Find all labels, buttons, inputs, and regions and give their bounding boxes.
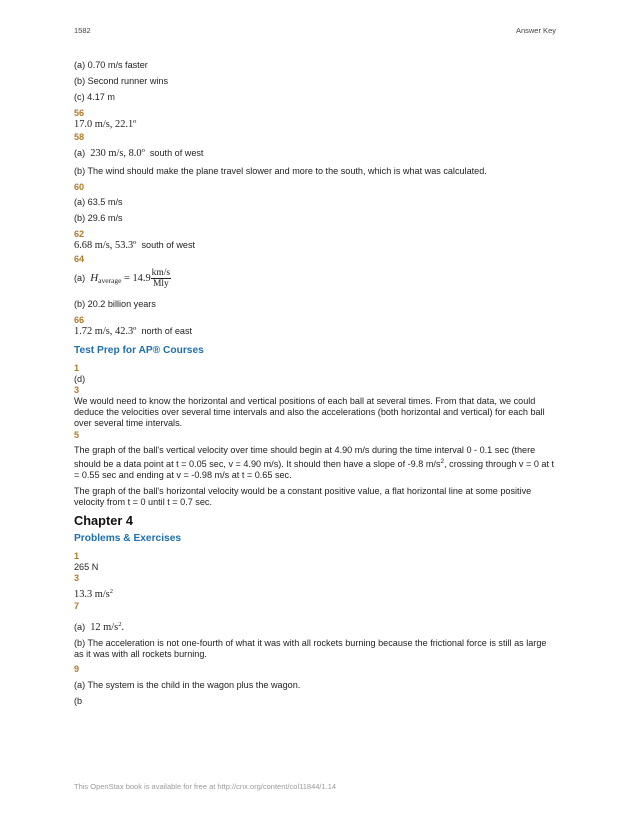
problem-number-64: 64 — [74, 254, 85, 264]
problem-number-56: 56 — [74, 108, 85, 118]
hubble-constant-symbol: H — [90, 271, 99, 284]
ch4-answer-1: 265 N — [74, 562, 99, 572]
problem-number-66: 66 — [74, 315, 85, 325]
units-numerator: km/s — [151, 268, 171, 278]
answer-64b: (b) 20.2 billion years — [74, 299, 156, 309]
answer-56-angle: 22.1º — [115, 119, 137, 130]
section-heading-ap-test-prep: Test Prep for AP® Courses — [74, 345, 204, 356]
ch4-answer-7a-period: . — [121, 622, 125, 633]
ch4-answer-7a-label: (a) — [74, 622, 86, 632]
answer-62-speed: 6.68 m/s — [74, 240, 110, 251]
ch4-problem-number-3: 3 — [74, 573, 80, 583]
ap-problem-number-1: 1 — [74, 363, 80, 373]
ch4-problem-number-9: 9 — [74, 664, 80, 674]
section-heading-problems-exercises: Problems & Exercises — [74, 533, 182, 544]
hubble-constant-value: = 14.9 — [124, 272, 151, 284]
answer-c-417: (c) 4.17 m — [74, 92, 115, 102]
ch4-answer-7b: (b) The acceleration is not one-fourth of what it was with all rockets burning because the frictional force is still as large as it was with all rockets burning. — [74, 638, 547, 659]
page-number: 1582 — [74, 26, 91, 35]
answer-62-angle: 53.3º — [115, 240, 137, 251]
answer-56: 17.0 m/s, 22.1º — [74, 119, 137, 130]
page-footer: This OpenStax book is available for free at http://cnx.org/content/col11844/1.14 — [74, 782, 337, 791]
answer-58a-label: (a) — [74, 148, 86, 158]
ap-answer-3: We would need to know the horizontal and vertical positions of each ball at several times. From that data, we could deduce the velocities over several time intervals and also the accelerations (both horizontal and vertical) for each ball over several time intervals. — [74, 396, 545, 428]
answer-60b: (b) 29.6 m/s — [74, 213, 123, 223]
ap-answer-5-horizontal-velocity: The graph of the ball's horizontal velocity would be a constant positive value, a flat horizontal line at some positive velocity from t = 0 until t = 0.7 sec. — [74, 486, 532, 507]
chapter-title: Chapter 4 — [74, 513, 134, 528]
answer-66-speed: 1.72 m/s — [74, 326, 110, 337]
answer-62-direction: south of west — [141, 240, 196, 250]
ch4-answer-3-value: 13.3 m/s — [74, 589, 110, 600]
answer-58a: (a) 230 m/s, 8.0º south of west — [74, 148, 204, 159]
answer-64a — [74, 268, 558, 289]
ch4-answer-3-superscript: 2 — [109, 588, 114, 595]
answer-58b: (b) The wind should make the plane travel slower and more to the south, which is what was calculated. — [74, 166, 487, 176]
ap-answer-1: (d) — [74, 374, 86, 384]
ap-problem-number-3: 3 — [74, 385, 80, 395]
ch4-problem-number-7: 7 — [74, 601, 80, 611]
answer-66-angle: 42.3º — [115, 326, 137, 337]
ap-problem-number-5: 5 — [74, 430, 80, 440]
running-header: Answer Key — [515, 26, 556, 35]
ch4-answer-9a: (a) The system is the child in the wagon plus the wagon. — [74, 680, 301, 690]
problem-number-62: 62 — [74, 229, 85, 239]
ap-answer-5-vertical-velocity — [74, 445, 558, 481]
answer-b-second-runner: (b) Second runner wins — [74, 76, 169, 86]
answer-62: 6.68 m/s, 53.3º south of west — [74, 240, 196, 251]
ch4-answer-9b: (b — [74, 696, 83, 706]
ch4-answer-3 — [74, 586, 558, 600]
answer-56-speed: 17.0 m/s — [74, 119, 110, 130]
ap-answer-5-superscript: 2 — [440, 458, 445, 465]
ch4-answer-7a-value: 12 m/s — [90, 622, 119, 633]
units-denominator: Mly — [152, 279, 169, 289]
answer-58a-speed: 230 m/s — [90, 148, 124, 159]
hubble-constant-subscript: average — [98, 275, 122, 285]
ap-answer-5-text-part2: , crossing through v = 0 at t = 0.55 sec and ending at v = -0.98 m/s at t = 0.65 sec. — [74, 459, 555, 480]
answer-58a-angle: 8.0º — [128, 148, 145, 159]
answer-60a: (a) 63.5 m/s — [74, 197, 123, 207]
ap-answer-5-text-part1: The graph of the ball's vertical velocity over time should begin at 4.90 m/s during the time interval 0 - 0.1 sec (there should be a data point at t = 0.05 sec, v = 4.90 m/s). It should then have a slope of -9.8 m/s — [74, 445, 536, 469]
ch4-problem-number-1: 1 — [74, 551, 80, 561]
answer-66-direction: north of east — [141, 326, 193, 336]
ch4-answer-7a-superscript: 2 — [118, 621, 122, 628]
ch4-answer-7a — [74, 619, 558, 633]
answer-66: 1.72 m/s, 42.3º north of east — [74, 326, 193, 337]
answer-58a-direction: south of west — [149, 148, 204, 158]
answer-a-070: (a) 0.70 m/s faster — [74, 60, 148, 70]
units-fraction — [151, 268, 171, 289]
problem-number-58: 58 — [74, 132, 85, 142]
problem-number-60: 60 — [74, 182, 85, 192]
answer-64a-label: (a) — [74, 272, 86, 283]
